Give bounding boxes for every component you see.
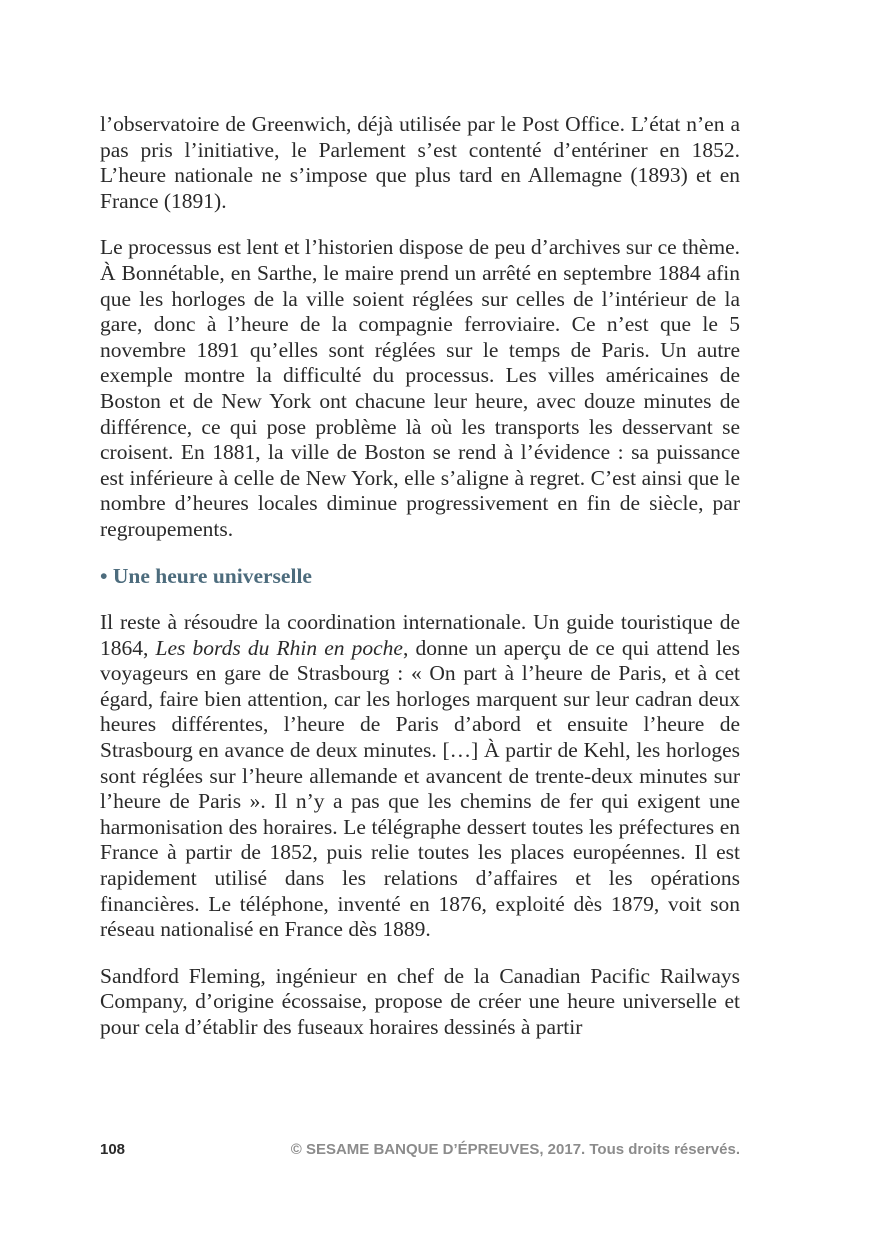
- page-body: [100, 112, 740, 1062]
- paragraph-coordination: [100, 610, 740, 943]
- paragraph-fleming: Sandford Fleming, ingénieur en chef de la Canadian Pacific Railways Company, d’origine écossaise, propose de créer une heure universelle et pour cela d’établir des fuseaux horaires dessinés à partir: [100, 963, 740, 1039]
- paragraph-coordination-rest: , donne un aperçu de ce qui attend les voyageurs en gare de Strasbourg : « On part à l’heure de Paris, et à cet égard, faire bien attention, car les horloges marquent sur leur cadran deux heures différentes, l’heure de Paris d’abord et ensuite l’heure de Strasbourg en avance de deux minutes. […] À partir de Kehl, les horloges sont réglées sur l’heure allemande et avancent de trente-deux minutes sur l’heure de Paris ». Il n’y a pas que les chemins de fer qui exigent une harmonisation des horaires. Le télégraphe dessert toutes les préfectures en France à partir de 1852, puis relie toutes les places européennes. Il est rapidement utilisé dans les relations d’affaires et les opérations financières. Le téléphone, inventé en 1876, exploité dès 1879, voit son réseau nationalisé en France dès 1889.: [100, 635, 740, 942]
- paragraph-coordination-start: Il reste à résoudre la coordination internationale. Un guide touristique de 1864,: [100, 610, 740, 660]
- paragraph-bonnetable: Le processus est lent et l’historien dispose de peu d’archives sur ce thème. À Bonnétable, en Sarthe, le maire prend un arrêté en septembre 1884 afin que les horloges de la ville soient réglées sur celles de l’intérieur de la gare, donc à l’heure de la compagnie ferroviaire. Ce n’est que le 5 novembre 1891 qu’elles sont réglées sur le temps de Paris. Un autre exemple montre la difficulté du processus. Les villes américaines de Boston et de New York ont chacune leur heure, avec douze minutes de différence, ce qui pose problème là où les transports les desservant se croisent. En 1881, la ville de Boston se rend à l’évidence : sa puissance est inférieure à celle de New York, elle s’aligne à regret. C’est ainsi que le nombre d’heures locales diminue progressivement en fin de siècle, par regroupements.: [100, 235, 740, 541]
- page-number: 108: [100, 1141, 126, 1158]
- page-footer: [100, 1141, 740, 1163]
- book-title: Les bords du Rhin en poche: [155, 635, 403, 660]
- paragraph-greenwich: l’observatoire de Greenwich, déjà utilisée par le Post Office. L’état n’en a pas pris l’initiative, le Parlement s’est contenté d’entériner en 1852. L’heure nationale ne s’impose que plus tard en Allemagne (1893) et en France (1891).: [100, 112, 740, 213]
- copyright-notice: © SESAME BANQUE D’ÉPREUVES, 2017. Tous droits réservés.: [290, 1141, 740, 1158]
- section-heading: • Une heure universelle: [100, 563, 312, 588]
